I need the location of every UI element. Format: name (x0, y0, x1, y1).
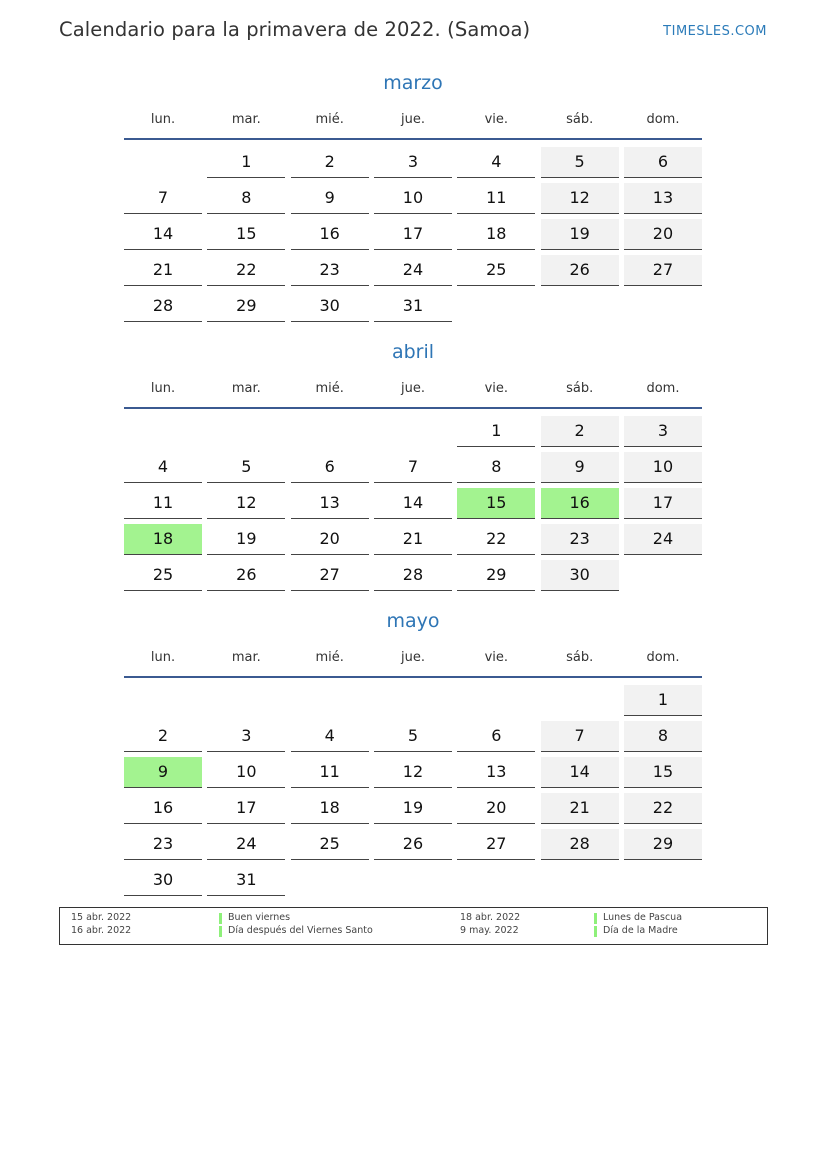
legend-date: 9 may. 2022 (460, 925, 519, 936)
day-cell: 20 (291, 524, 369, 555)
day-cell: 27 (291, 560, 369, 591)
day-cell: 13 (291, 488, 369, 519)
day-cell: 27 (457, 829, 535, 860)
day-cell: 8 (457, 452, 535, 483)
legend-date: 15 abr. 2022 (71, 912, 132, 923)
weekday-label: lun. (150, 650, 176, 665)
holiday-day-cell: 16 (541, 488, 619, 519)
day-cell: 21 (124, 255, 202, 286)
weekday-divider (124, 407, 702, 409)
day-cell: 20 (624, 219, 702, 250)
day-cell: 30 (124, 865, 202, 896)
day-cell: 14 (124, 219, 202, 250)
day-cell: 5 (541, 147, 619, 178)
brand-link[interactable]: TIMESLES.COM (663, 24, 767, 39)
weekday-label: jue. (400, 112, 425, 127)
day-cell: 6 (291, 452, 369, 483)
day-cell: 19 (541, 219, 619, 250)
month-title: abril (391, 341, 435, 363)
weekday-label: vie. (484, 112, 509, 127)
weekday-label: sáb. (566, 381, 594, 396)
day-cell: 10 (207, 757, 285, 788)
empty-cell (124, 416, 202, 447)
month-title: marzo (383, 72, 443, 94)
legend-date: 16 abr. 2022 (71, 925, 132, 936)
holiday-marker (219, 926, 222, 937)
weekday-label: dom. (646, 650, 680, 665)
day-cell: 9 (291, 183, 369, 214)
day-cell: 10 (624, 452, 702, 483)
weekday-label: dom. (646, 381, 680, 396)
day-cell: 12 (207, 488, 285, 519)
day-cell: 2 (124, 721, 202, 752)
page-title: Calendario para la primavera de 2022. (Samoa) (59, 18, 531, 41)
day-cell: 6 (457, 721, 535, 752)
day-cell: 14 (374, 488, 452, 519)
day-cell: 2 (291, 147, 369, 178)
day-cell: 24 (624, 524, 702, 555)
day-cell: 4 (457, 147, 535, 178)
day-cell: 19 (374, 793, 452, 824)
empty-cell (124, 685, 202, 716)
day-cell: 15 (624, 757, 702, 788)
empty-cell (291, 685, 369, 716)
day-cell: 25 (124, 560, 202, 591)
day-cell: 17 (207, 793, 285, 824)
day-cell: 27 (624, 255, 702, 286)
holiday-day-cell: 18 (124, 524, 202, 555)
holiday-legend (59, 907, 768, 945)
day-cell: 21 (374, 524, 452, 555)
weekday-label: dom. (646, 112, 680, 127)
day-cell: 29 (207, 291, 285, 322)
weekday-label: sáb. (566, 112, 594, 127)
day-cell: 13 (624, 183, 702, 214)
day-cell: 14 (541, 757, 619, 788)
day-cell: 24 (207, 829, 285, 860)
holiday-marker (219, 913, 222, 924)
day-cell: 30 (291, 291, 369, 322)
holiday-day-cell: 9 (124, 757, 202, 788)
day-cell: 11 (124, 488, 202, 519)
weekday-label: jue. (400, 381, 425, 396)
day-cell: 12 (374, 757, 452, 788)
day-cell: 22 (457, 524, 535, 555)
weekday-divider (124, 138, 702, 140)
weekday-header (124, 381, 702, 397)
day-cell: 5 (374, 721, 452, 752)
empty-cell (207, 685, 285, 716)
weekday-label: vie. (484, 650, 509, 665)
weekday-label: lun. (150, 112, 176, 127)
weekday-label: lun. (150, 381, 176, 396)
legend-holiday-name: Buen viernes (228, 912, 291, 923)
weekday-label: jue. (400, 650, 425, 665)
day-cell: 25 (291, 829, 369, 860)
day-cell: 29 (457, 560, 535, 591)
weekday-header (124, 650, 702, 666)
holiday-marker (594, 913, 597, 924)
empty-cell (291, 416, 369, 447)
day-cell: 3 (374, 147, 452, 178)
day-cell: 26 (374, 829, 452, 860)
day-cell: 1 (624, 685, 702, 716)
day-cell: 10 (374, 183, 452, 214)
legend-holiday-name: Día de la Madre (603, 925, 678, 936)
day-cell: 28 (541, 829, 619, 860)
day-cell: 23 (124, 829, 202, 860)
weekday-label: mar. (231, 381, 261, 396)
day-cell: 1 (207, 147, 285, 178)
day-cell: 25 (457, 255, 535, 286)
day-cell: 30 (541, 560, 619, 591)
day-cell: 21 (541, 793, 619, 824)
day-cell: 4 (291, 721, 369, 752)
day-cell: 29 (624, 829, 702, 860)
day-cell: 26 (541, 255, 619, 286)
day-cell: 12 (541, 183, 619, 214)
weekday-label: vie. (484, 381, 509, 396)
legend-date: 18 abr. 2022 (460, 912, 521, 923)
day-cell: 28 (124, 291, 202, 322)
holiday-marker (594, 926, 597, 937)
day-cell: 31 (374, 291, 452, 322)
day-cell: 18 (457, 219, 535, 250)
weekday-label: mar. (231, 650, 261, 665)
day-cell: 17 (624, 488, 702, 519)
day-cell: 9 (541, 452, 619, 483)
day-cell: 23 (291, 255, 369, 286)
day-cell: 23 (541, 524, 619, 555)
day-grid (124, 416, 702, 591)
empty-cell (124, 147, 202, 178)
day-cell: 7 (124, 183, 202, 214)
weekday-label: mié. (315, 112, 344, 127)
day-cell: 6 (624, 147, 702, 178)
weekday-header (124, 112, 702, 128)
weekday-label: mié. (315, 650, 344, 665)
legend-holiday-name: Día después del Viernes Santo (228, 925, 373, 936)
day-cell: 17 (374, 219, 452, 250)
day-cell: 28 (374, 560, 452, 591)
month-title: mayo (386, 610, 440, 632)
day-cell: 1 (457, 416, 535, 447)
day-cell: 19 (207, 524, 285, 555)
day-grid (124, 685, 702, 896)
empty-cell (541, 685, 619, 716)
empty-cell (374, 416, 452, 447)
day-cell: 7 (541, 721, 619, 752)
day-cell: 3 (624, 416, 702, 447)
day-cell: 16 (291, 219, 369, 250)
day-grid (124, 147, 702, 322)
empty-cell (457, 685, 535, 716)
weekday-label: mar. (231, 112, 261, 127)
holiday-day-cell: 15 (457, 488, 535, 519)
day-cell: 5 (207, 452, 285, 483)
weekday-divider (124, 676, 702, 678)
day-cell: 11 (457, 183, 535, 214)
day-cell: 15 (207, 219, 285, 250)
day-cell: 3 (207, 721, 285, 752)
day-cell: 22 (207, 255, 285, 286)
weekday-label: mié. (315, 381, 344, 396)
day-cell: 31 (207, 865, 285, 896)
day-cell: 7 (374, 452, 452, 483)
day-cell: 8 (624, 721, 702, 752)
day-cell: 4 (124, 452, 202, 483)
legend-holiday-name: Lunes de Pascua (603, 912, 683, 923)
day-cell: 22 (624, 793, 702, 824)
day-cell: 24 (374, 255, 452, 286)
day-cell: 18 (291, 793, 369, 824)
day-cell: 2 (541, 416, 619, 447)
day-cell: 8 (207, 183, 285, 214)
empty-cell (207, 416, 285, 447)
day-cell: 11 (291, 757, 369, 788)
day-cell: 26 (207, 560, 285, 591)
day-cell: 16 (124, 793, 202, 824)
day-cell: 20 (457, 793, 535, 824)
weekday-label: sáb. (566, 650, 594, 665)
empty-cell (374, 685, 452, 716)
day-cell: 13 (457, 757, 535, 788)
